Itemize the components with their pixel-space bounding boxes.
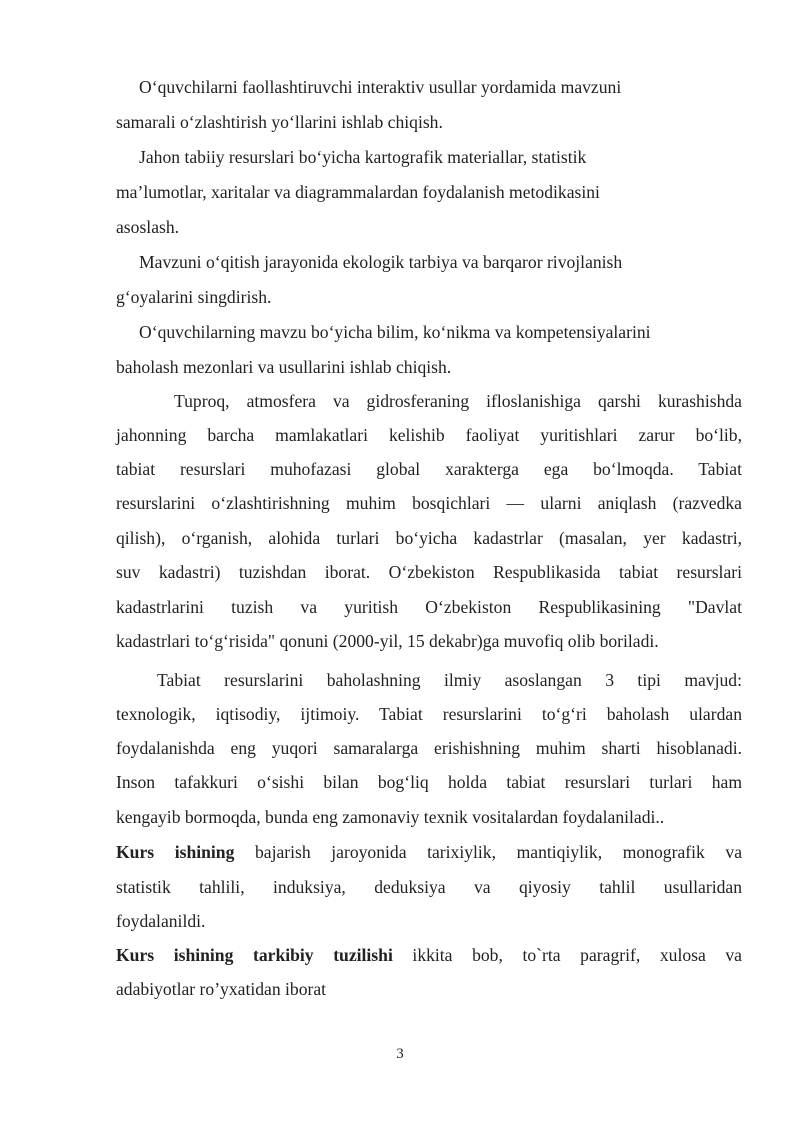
paragraph-2-line-2: ma’lumotlar, xaritalar va diagrammalardan foydalanish metodikasini xyxy=(116,182,600,202)
paragraph-1-line-1: O‘quvchilarni faollashtiruvchi interaktiv usullar yordamida mavzuni xyxy=(139,77,622,97)
paragraph-5-line-5: qilish), o‘rganish, alohida turlari bo‘yicha kadastrlar (masalan, yer kadastri, xyxy=(116,528,742,548)
paragraph-2-line-1: Jahon tabiiy resurslari bo‘yicha kartografik materiallar, statistik xyxy=(139,147,587,167)
page-number: 3 xyxy=(396,1046,404,1062)
paragraph-5-line-6: suv kadastri) tuzishdan iborat. O‘zbekiston Respublikasida tabiat resurslari xyxy=(116,562,742,582)
paragraph-5-line-2: jahonning barcha mamlakatlari kelishib faoliyat yuritishlari zarur bo‘lib, xyxy=(116,425,742,445)
paragraph-7-line-2: statistik tahlili, induksiya, deduksiya va qiyosiy tahlil usullaridan xyxy=(116,877,742,897)
paragraph-7-first-rest: bajarish jaroyonida tarixiylik, mantiqiylik, monografik va xyxy=(234,842,742,862)
paragraph-4-line-1: O‘quvchilarning mavzu bo‘yicha bilim, ko‘nikma va kompetensiyalarini xyxy=(139,322,651,342)
paragraph-3-line-2: g‘oyalarini singdirish. xyxy=(116,287,272,307)
paragraph-8-first-rest: ikkita bob, to`rta paragrif, xulosa va xyxy=(392,945,742,965)
paragraph-7-line-3: foydalanildi. xyxy=(116,911,206,931)
paragraph-1-line-2: samarali o‘zlashtirish yo‘llarini ishlab chiqish. xyxy=(116,112,443,132)
paragraph-6-line-4: Inson tafakkuri o‘sishi bilan bog‘liq holda tabiat resurslari turlari ham xyxy=(116,772,742,792)
paragraph-3-line-1: Mavzuni o‘qitish jarayonida ekologik tarbiya va barqaror rivojlanish xyxy=(139,252,623,272)
paragraph-8-line-2: adabiyotlar ro’yxatidan iborat xyxy=(116,979,327,999)
paragraph-6-line-3: foydalanishda eng yuqori samaralarga erishishning muhim sharti hisoblanadi. xyxy=(116,738,742,758)
paragraph-6-line-5: kengayib bormoqda, bunda eng zamonaviy texnik vositalardan foydalaniladi.. xyxy=(116,807,665,827)
paragraph-5-line-1: Tuproq, atmosfera va gidrosferaning ifloslanishiga qarshi kurashishda xyxy=(174,391,742,411)
paragraph-6-line-2: texnologik, iqtisodiy, ijtimoiy. Tabiat resurslarini to‘g‘ri baholash ulardan xyxy=(116,704,742,724)
paragraph-6-line-1: Tabiat resurslarini baholashning ilmiy asoslangan 3 tipi mavjud: xyxy=(157,670,742,690)
paragraph-8-line-1 xyxy=(116,944,742,966)
paragraph-5-line-7: kadastrlarini tuzish va yuritish O‘zbekiston Respublikasining "Davlat xyxy=(116,597,742,617)
paragraph-5-line-8: kadastrlari to‘g‘risida" qonuni (2000-yil, 15 dekabr)ga muvofiq olib boriladi. xyxy=(116,631,659,651)
paragraph-7-bold-lead: Kurs ishining xyxy=(116,842,235,862)
paragraph-5-line-3: tabiat resurslari muhofazasi global xarakterga ega bo‘lmoqda. Tabiat xyxy=(116,459,742,479)
paragraph-4-line-2: baholash mezonlari va usullarini ishlab chiqish. xyxy=(116,357,452,377)
paragraph-2-line-3: asoslash. xyxy=(116,217,180,237)
paragraph-5-line-4: resurslarini o‘zlashtirishning muhim bosqichlari — ularni aniqlash (razvedka xyxy=(116,493,742,513)
paragraph-8-bold-lead: Kurs ishining tarkibiy tuzilishi xyxy=(116,945,393,965)
paragraph-7-line-1 xyxy=(116,841,742,863)
